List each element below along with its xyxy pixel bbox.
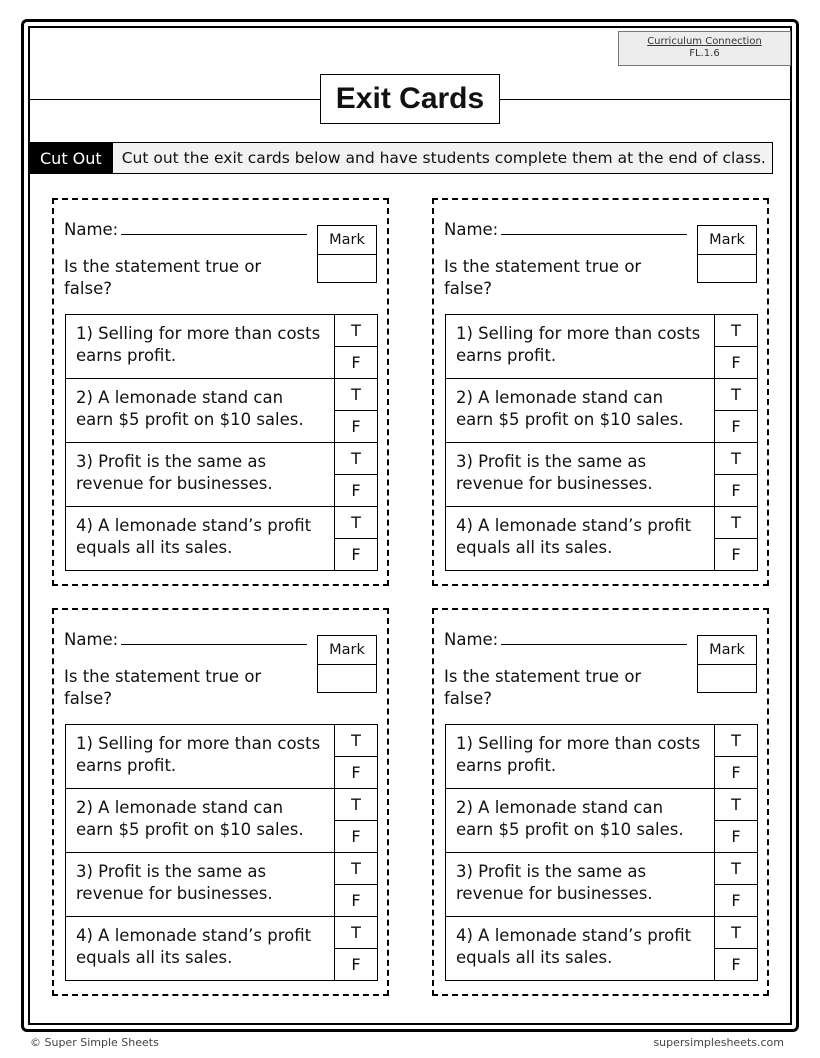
instruction-bar [30,142,773,174]
true-option[interactable]: T [715,443,757,475]
statement-row [446,853,757,917]
statement-row [66,443,377,507]
statement-table [445,314,758,571]
false-option[interactable]: F [351,827,361,846]
true-false-boxes [334,443,377,506]
true-false-boxes [334,315,377,378]
statement-text: 4) A lemonade stand’s profit equals all its sales. [76,926,312,967]
true-option[interactable]: T [335,789,377,821]
true-false-boxes [334,379,377,442]
true-option[interactable]: T [715,315,757,347]
false-option[interactable]: F [731,955,741,974]
statement-row [446,725,757,789]
true-false-boxes [334,507,377,570]
statement-table [65,724,378,981]
true-false-boxes [334,725,377,788]
statement-text: 1) Selling for more than costs earns profit. [76,734,321,775]
card-question: Is the statement true or false? [444,667,642,708]
false-option[interactable]: F [351,763,361,782]
statement-text: 3) Profit is the same as revenue for businesses. [76,862,273,903]
mark-box [317,635,377,693]
statement-text: 2) A lemonade stand can earn $5 profit on $10 sales. [456,388,684,429]
name-label: Name: [444,630,499,649]
false-option[interactable]: F [731,481,741,500]
name-label: Name: [444,220,499,239]
exit-card [432,608,769,996]
exit-card [432,198,769,586]
true-option[interactable]: T [335,379,377,411]
false-option[interactable]: F [351,891,361,910]
statement-text: 3) Profit is the same as revenue for businesses. [456,862,653,903]
statement-row [446,379,757,443]
name-label: Name: [64,220,119,239]
statement-row [66,789,377,853]
false-option[interactable]: F [351,545,361,564]
name-line[interactable] [501,221,687,235]
statement-row [66,507,377,571]
name-row [64,630,307,649]
page-title: Exit Cards [320,74,500,124]
statement-row [446,315,757,379]
true-option[interactable]: T [335,507,377,539]
card-question: Is the statement true or false? [64,257,262,298]
curriculum-connection-box [618,31,791,66]
true-false-boxes [714,507,757,570]
curriculum-label: Curriculum Connection [647,36,762,47]
true-option[interactable]: T [335,725,377,757]
false-option[interactable]: F [731,545,741,564]
true-false-boxes [334,853,377,916]
card-question: Is the statement true or false? [64,667,262,708]
name-row [64,220,307,239]
statement-row [66,379,377,443]
statement-text: 2) A lemonade stand can earn $5 profit on $10 sales. [76,798,304,839]
name-line[interactable] [121,631,307,645]
instruction-tag: Cut Out [31,143,113,173]
name-line[interactable] [501,631,687,645]
true-false-boxes [714,789,757,852]
true-false-boxes [714,443,757,506]
false-option[interactable]: F [731,763,741,782]
mark-box [697,635,757,693]
statement-row [446,917,757,981]
true-false-boxes [714,853,757,916]
statement-row [446,789,757,853]
mark-box [317,225,377,283]
false-option[interactable]: F [731,417,741,436]
statement-text: 4) A lemonade stand’s profit equals all its sales. [76,516,312,557]
true-option[interactable]: T [335,853,377,885]
mark-label: Mark [698,226,756,255]
true-false-boxes [334,917,377,980]
false-option[interactable]: F [351,481,361,500]
statement-text: 4) A lemonade stand’s profit equals all its sales. [456,516,692,557]
false-option[interactable]: F [351,353,361,372]
true-option[interactable]: T [715,917,757,949]
false-option[interactable]: F [351,417,361,436]
statement-row [66,917,377,981]
statement-row [66,315,377,379]
statement-text: 2) A lemonade stand can earn $5 profit on $10 sales. [76,388,304,429]
true-false-boxes [714,315,757,378]
true-false-boxes [714,725,757,788]
true-false-boxes [714,379,757,442]
true-option[interactable]: T [335,443,377,475]
statement-row [66,725,377,789]
name-label: Name: [64,630,119,649]
statement-row [66,853,377,917]
false-option[interactable]: F [731,353,741,372]
true-option[interactable]: T [335,315,377,347]
exit-card [52,198,389,586]
name-row [444,630,687,649]
statement-text: 3) Profit is the same as revenue for businesses. [76,452,273,493]
statement-text: 1) Selling for more than costs earns profit. [456,734,701,775]
name-line[interactable] [121,221,307,235]
false-option[interactable]: F [731,827,741,846]
instruction-text: Cut out the exit cards below and have students complete them at the end of class. [121,149,766,167]
false-option[interactable]: F [731,891,741,910]
true-false-boxes [714,917,757,980]
statement-text: 1) Selling for more than costs earns profit. [76,324,321,365]
statement-text: 4) A lemonade stand’s profit equals all its sales. [456,926,692,967]
true-false-boxes [334,789,377,852]
card-question: Is the statement true or false? [444,257,642,298]
true-option[interactable]: T [715,507,757,539]
statement-table [65,314,378,571]
statement-text: 2) A lemonade stand can earn $5 profit on $10 sales. [456,798,684,839]
exit-card [52,608,389,996]
footer-copyright: © Super Simple Sheets [30,1036,159,1049]
true-option[interactable]: T [715,379,757,411]
true-option[interactable]: T [335,917,377,949]
statement-row [446,507,757,571]
true-option[interactable]: T [715,853,757,885]
false-option[interactable]: F [351,955,361,974]
footer-website: supersimplesheets.com [653,1036,784,1049]
statement-table [445,724,758,981]
mark-box [697,225,757,283]
mark-label: Mark [698,636,756,665]
true-option[interactable]: T [715,789,757,821]
statement-text: 1) Selling for more than costs earns profit. [456,324,701,365]
name-row [444,220,687,239]
mark-label: Mark [318,636,376,665]
curriculum-code: FL.1.6 [689,48,720,59]
mark-label: Mark [318,226,376,255]
statement-text: 3) Profit is the same as revenue for businesses. [456,452,653,493]
true-option[interactable]: T [715,725,757,757]
statement-row [446,443,757,507]
